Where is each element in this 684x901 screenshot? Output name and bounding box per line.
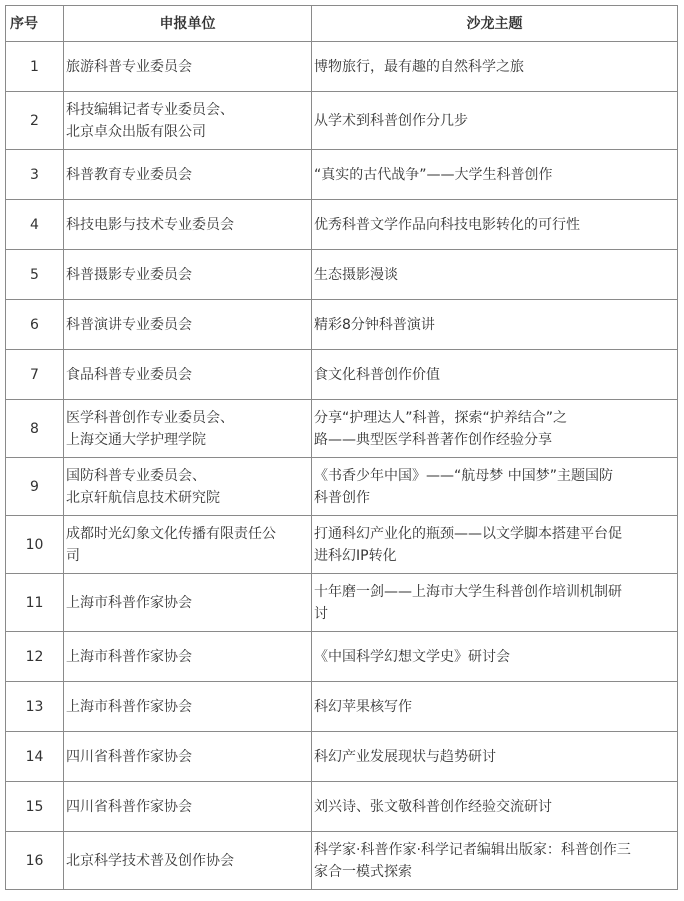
row-topic: 科幻产业发展现状与趋势研讨: [312, 732, 678, 782]
table-row: [6, 200, 678, 250]
row-topic: 科学家·科普作家·科学记者编辑出版家：科普创作三 家合一模式探索: [312, 832, 678, 890]
row-unit: 科普演讲专业委员会: [64, 300, 312, 350]
row-number: 13: [6, 682, 64, 732]
row-number: 8: [6, 400, 64, 458]
row-unit: 四川省科普作家协会: [64, 732, 312, 782]
table-row: [6, 250, 678, 300]
row-number: 5: [6, 250, 64, 300]
table-row: [6, 350, 678, 400]
row-unit: 国防科普专业委员会、 北京轩航信息技术研究院: [64, 458, 312, 516]
row-topic: 十年磨一剑——上海市大学生科普创作培训机制研 讨: [312, 574, 678, 632]
row-number: 12: [6, 632, 64, 682]
row-number: 11: [6, 574, 64, 632]
row-unit: 成都时光幻象文化传播有限责任公 司: [64, 516, 312, 574]
row-unit: 食品科普专业委员会: [64, 350, 312, 400]
row-number: 14: [6, 732, 64, 782]
row-topic: 精彩8分钟科普演讲: [312, 300, 678, 350]
row-unit: 科普教育专业委员会: [64, 150, 312, 200]
table-row: [6, 732, 678, 782]
row-unit: 科技编辑记者专业委员会、 北京卓众出版有限公司: [64, 92, 312, 150]
row-unit: 上海市科普作家协会: [64, 574, 312, 632]
row-unit: 医学科普创作专业委员会、 上海交通大学护理学院: [64, 400, 312, 458]
row-topic: 生态摄影漫谈: [312, 250, 678, 300]
row-topic: 科幻苹果核写作: [312, 682, 678, 732]
table-row: [6, 150, 678, 200]
row-unit: 上海市科普作家协会: [64, 632, 312, 682]
table-row: [6, 632, 678, 682]
row-topic: 《中国科学幻想文学史》研讨会: [312, 632, 678, 682]
row-unit: 上海市科普作家协会: [64, 682, 312, 732]
row-number: 1: [6, 42, 64, 92]
header-row: [6, 6, 678, 42]
row-number: 4: [6, 200, 64, 250]
row-unit: 科技电影与技术专业委员会: [64, 200, 312, 250]
row-topic: 刘兴诗、张文敬科普创作经验交流研讨: [312, 782, 678, 832]
row-topic: 从学术到科普创作分几步: [312, 92, 678, 150]
table-row: [6, 574, 678, 632]
row-topic: 博物旅行，最有趣的自然科学之旅: [312, 42, 678, 92]
row-unit: 北京科学技术普及创作协会: [64, 832, 312, 890]
row-topic: 食文化科普创作价值: [312, 350, 678, 400]
header-topic: 沙龙主题: [312, 6, 678, 42]
table-row: [6, 832, 678, 890]
table-row: [6, 42, 678, 92]
row-number: 10: [6, 516, 64, 574]
row-topic: 《书香少年中国》——“航母梦 中国梦”主题国防 科普创作: [312, 458, 678, 516]
row-topic: 优秀科普文学作品向科技电影转化的可行性: [312, 200, 678, 250]
row-number: 9: [6, 458, 64, 516]
row-unit: 科普摄影专业委员会: [64, 250, 312, 300]
row-topic: 分享“护理达人”科普，探索“护养结合”之 路——典型医学科普著作创作经验分享: [312, 400, 678, 458]
table-body: [6, 42, 678, 890]
table-row: [6, 300, 678, 350]
header-unit: 申报单位: [64, 6, 312, 42]
table-row: [6, 682, 678, 732]
row-topic: 打通科幻产业化的瓶颈——以文学脚本搭建平台促 进科幻IP转化: [312, 516, 678, 574]
header-number: 序号: [6, 6, 64, 42]
table-header: [6, 6, 678, 42]
row-topic: “真实的古代战争”——大学生科普创作: [312, 150, 678, 200]
table-row: [6, 782, 678, 832]
row-number: 16: [6, 832, 64, 890]
row-number: 3: [6, 150, 64, 200]
table-row: [6, 92, 678, 150]
table-row: [6, 458, 678, 516]
row-number: 7: [6, 350, 64, 400]
table-row: [6, 516, 678, 574]
row-number: 6: [6, 300, 64, 350]
row-unit: 四川省科普作家协会: [64, 782, 312, 832]
row-unit: 旅游科普专业委员会: [64, 42, 312, 92]
row-number: 15: [6, 782, 64, 832]
table-row: [6, 400, 678, 458]
salon-table: [5, 5, 678, 890]
row-number: 2: [6, 92, 64, 150]
